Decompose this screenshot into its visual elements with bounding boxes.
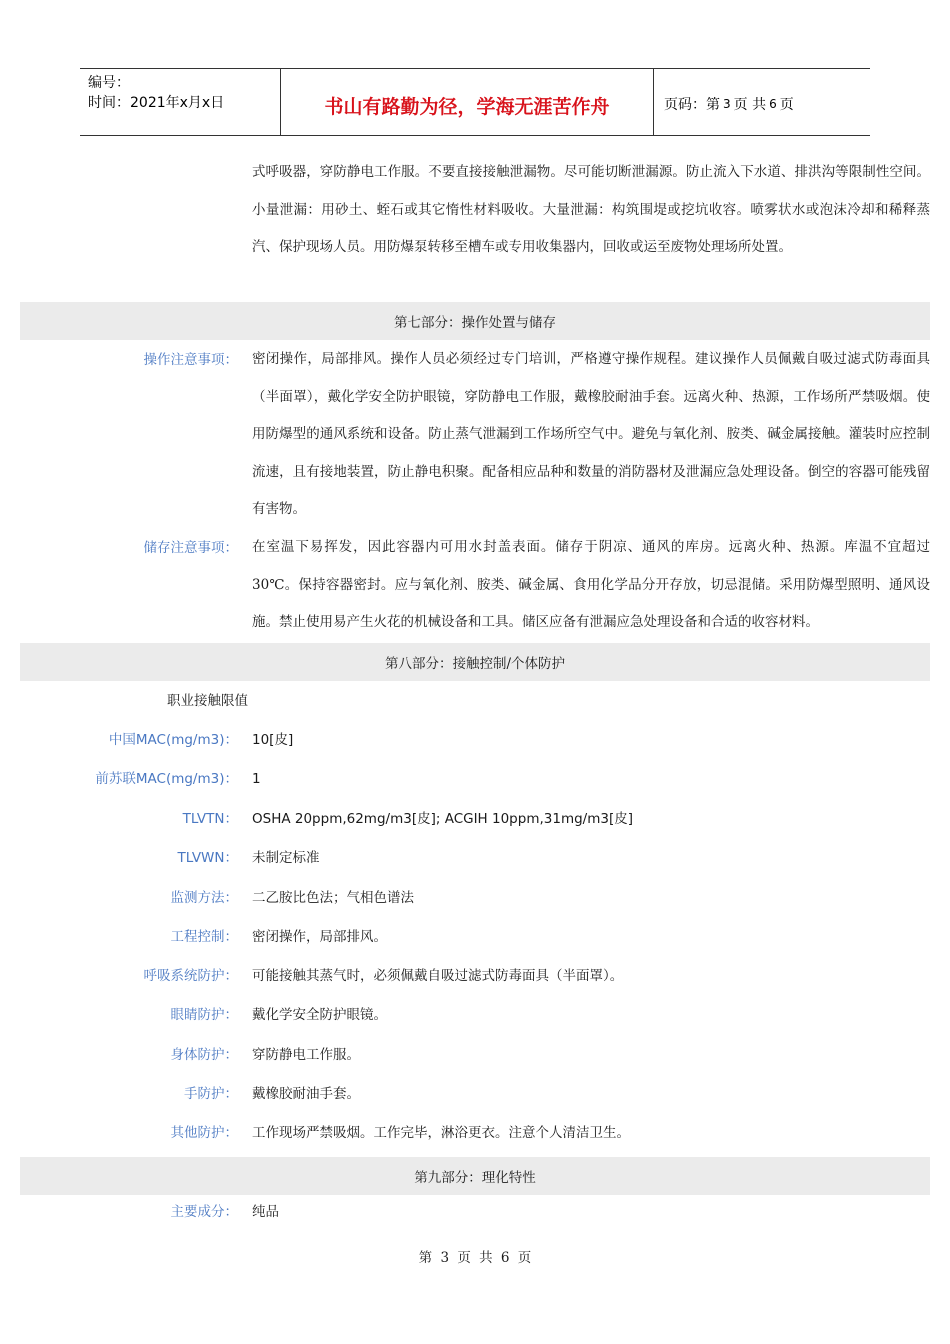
- row-label: TLVWN：: [177, 850, 238, 866]
- page-prefix: 页码：第: [664, 97, 720, 113]
- composition-value: 纯品: [252, 1204, 279, 1220]
- storage-text: 在室温下易挥发，因此容器内可用水封盖表面。储存于阴凉、通风的库房。远离火种、热源。库温不宜超过30℃。保持容器密封。应与氧化剂、胺类、碱金属、食用化学品分开存放，切忌混储。采用防爆型照明、通风设施。禁止使用易产生火花的机械设备和工具。储区应备有泄漏应急处理设备和合适的收容材料。: [252, 539, 930, 630]
- document-number-label: 编号：: [88, 75, 130, 91]
- storage-label: 储存注意事项：: [143, 540, 238, 556]
- header-motto: 书山有路勤为径，学海无涯苦作舟: [281, 69, 654, 135]
- row-label: 呼吸系统防护：: [143, 968, 238, 984]
- page-suffix: 页: [779, 97, 794, 113]
- row-value: 工作现场严禁吸烟。工作完毕，淋浴更衣。注意个人清洁卫生。: [252, 1125, 630, 1141]
- row-value: 1: [252, 771, 261, 787]
- row-label: TLVTN：: [182, 811, 238, 827]
- page-mid: 页 共: [733, 97, 767, 113]
- row-value: 密闭操作，局部排风。: [252, 929, 387, 945]
- page-current: 3: [723, 97, 731, 111]
- handling-text: 密闭操作，局部排风。操作人员必须经过专门培训，严格遵守操作规程。建议操作人员佩戴自吸过滤式防毒面具（半面罩），戴化学安全防护眼镜，穿防静电工作服，戴橡胶耐油手套。远离火种、热源，工作场所严禁吸烟。使用防爆型的通风系统和设备。防止蒸气泄漏到工作场所空气中。避免与氧化剂、胺类、碱金属接触。灌装时应控制流速，且有接地装置，防止静电积聚。配备相应品种和数量的消防器材及泄漏应急处理设备。倒空的容器可能残留有害物。: [252, 351, 930, 517]
- page-total: 6: [769, 97, 777, 111]
- row-label: 身体防护：: [170, 1047, 238, 1063]
- header-page-indicator: [654, 69, 870, 135]
- page-header: [80, 68, 870, 136]
- row-value: OSHA 20ppm,62mg/m3[皮]; ACGIH 10ppm,31mg/m3[皮]: [252, 811, 633, 827]
- row-value: 未制定标准: [252, 850, 320, 866]
- header-info: [80, 69, 281, 135]
- section-7-title: 第七部分：操作处置与储存: [20, 302, 930, 340]
- row-value: 可能接触其蒸气时，必须佩戴自吸过滤式防毒面具（半面罩）。: [252, 968, 624, 984]
- row-label: 其他防护：: [170, 1125, 238, 1141]
- row-value: 二乙胺比色法；气相色谱法: [252, 890, 414, 906]
- page-footer: 第 3 页 共 6 页: [418, 1250, 532, 1266]
- handling-label: 操作注意事项：: [143, 352, 238, 368]
- section-9-title: 第九部分：理化特性: [20, 1157, 930, 1195]
- exposure-limits-heading: 职业接触限值: [167, 693, 248, 709]
- row-value: 穿防静电工作服。: [252, 1047, 360, 1063]
- document-time: 时间：2021年x月x日: [88, 95, 225, 111]
- row-label: 监测方法：: [170, 890, 238, 906]
- row-label: 手防护：: [184, 1086, 238, 1102]
- row-label: 工程控制：: [170, 929, 238, 945]
- row-label: 中国MAC(mg/m3)：: [108, 732, 238, 748]
- row-label: 前苏联MAC(mg/m3)：: [95, 771, 238, 787]
- row-value: 戴化学安全防护眼镜。: [252, 1007, 387, 1023]
- composition-label: 主要成分：: [170, 1204, 238, 1220]
- section-8-title: 第八部分：接触控制/个体防护: [20, 643, 930, 681]
- continued-leak-text: 式呼吸器，穿防静电工作服。不要直接接触泄漏物。尽可能切断泄漏源。防止流入下水道、排洪沟等限制性空间。小量泄漏：用砂土、蛭石或其它惰性材料吸收。大量泄漏：构筑围堤或挖坑收容。喷雾状水或泡沫冷却和稀释蒸汽、保护现场人员。用防爆泵转移至槽车或专用收集器内，回收或运至废物处理场所处置。: [252, 164, 930, 255]
- row-label: 眼睛防护：: [170, 1007, 238, 1023]
- row-value: 戴橡胶耐油手套。: [252, 1086, 360, 1102]
- row-value: 10[皮]: [252, 732, 294, 748]
